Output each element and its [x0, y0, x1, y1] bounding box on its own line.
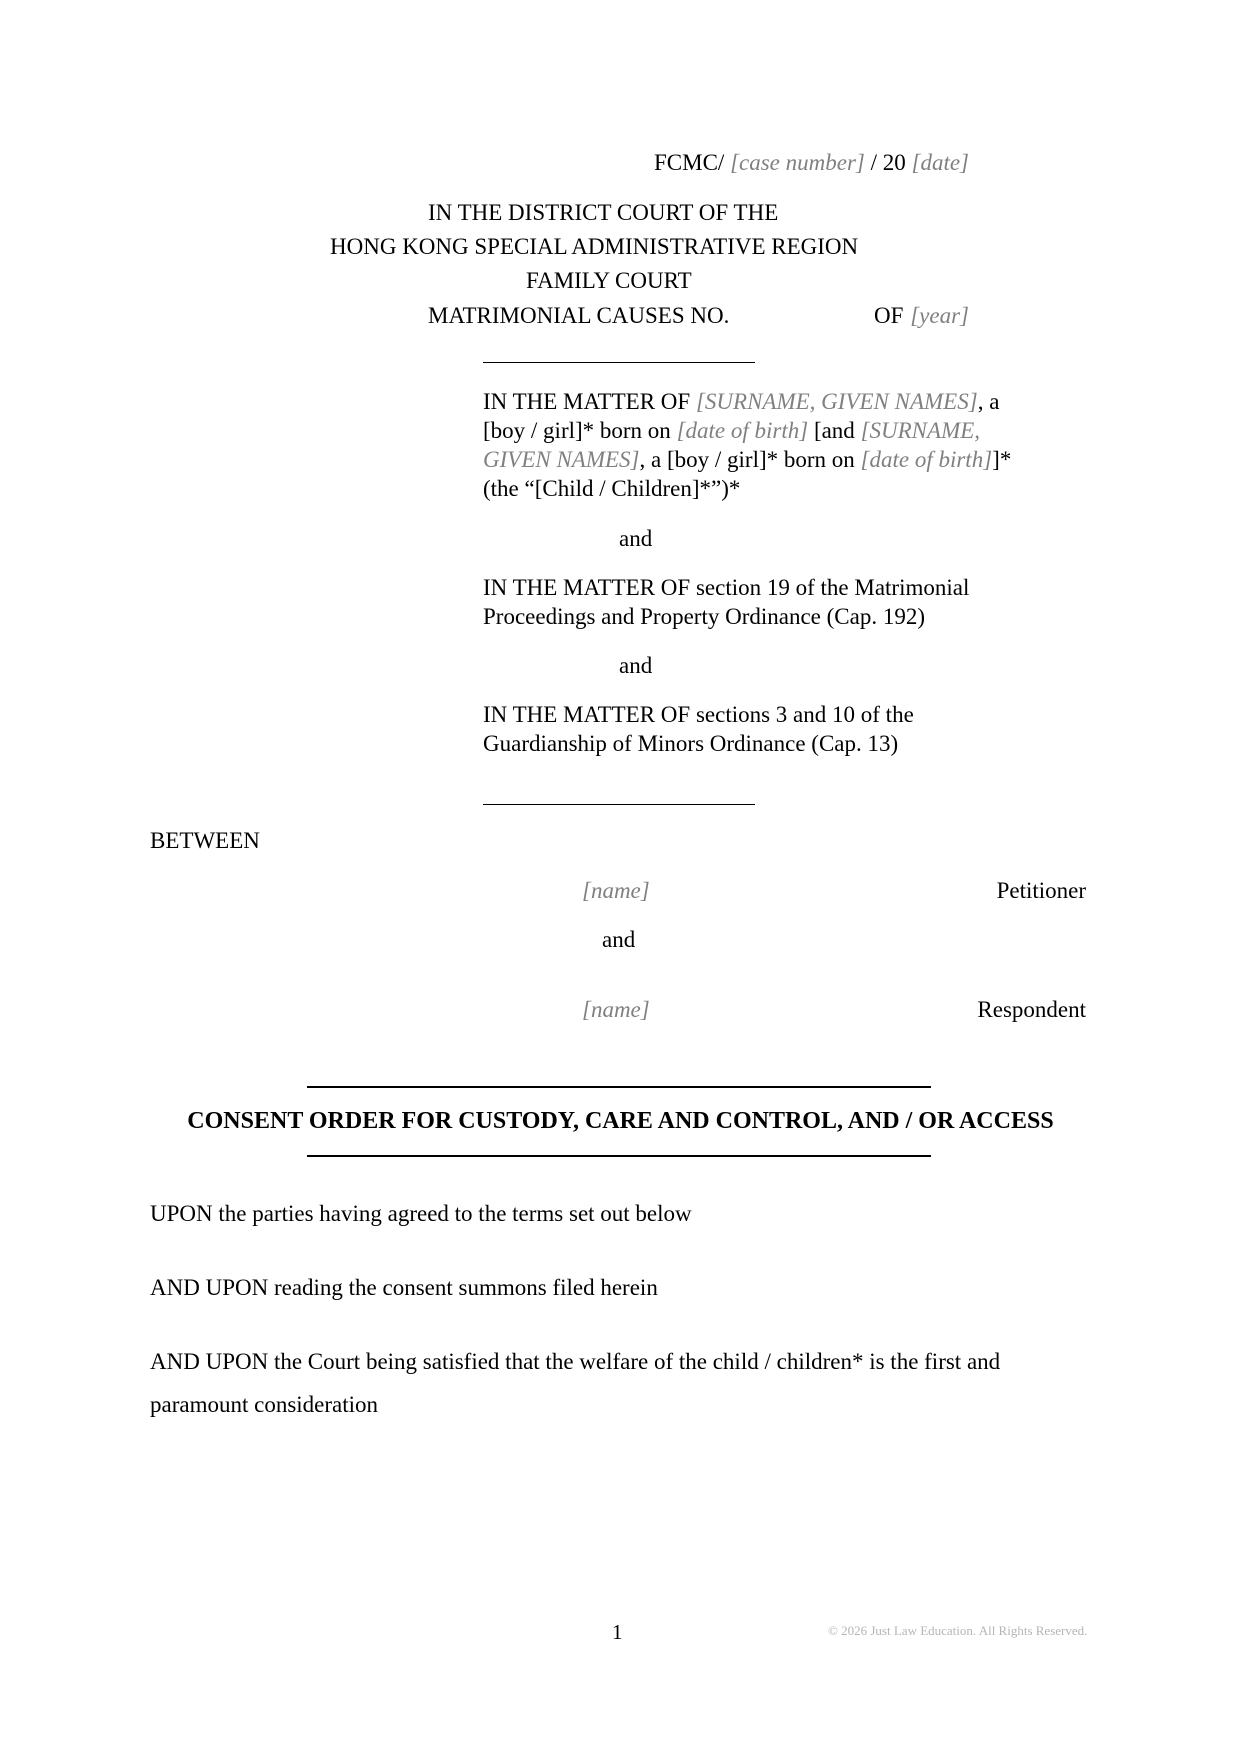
- child-name-placeholder-2b: GIVEN NAMES]: [483, 447, 640, 472]
- respondent-name-placeholder: [name]: [582, 997, 650, 1022]
- copyright-notice: © 2026 Just Law Education. All Rights Reserved.: [828, 1623, 1088, 1638]
- matrimonial-causes-label: MATRIMONIAL CAUSES NO.: [428, 303, 730, 328]
- page-number: 1: [612, 1620, 623, 1644]
- case-separator: / 20: [870, 150, 906, 175]
- upper-divider: [483, 362, 755, 363]
- court-line-3: FAMILY COURT: [526, 268, 692, 293]
- date-of-birth-placeholder-1: [date of birth]: [676, 418, 809, 443]
- respondent-label: Respondent: [977, 997, 1086, 1022]
- matter-section-19-line-2: Proceedings and Property Ordinance (Cap. 192): [483, 604, 925, 629]
- petitioner-name-placeholder: [name]: [582, 878, 650, 903]
- child-name-placeholder-2a: [SURNAME,: [860, 418, 981, 443]
- recital-agreement: UPON the parties having agreed to the terms set out below: [150, 1201, 692, 1226]
- lower-divider: [483, 804, 755, 805]
- matter-guardianship: [483, 700, 914, 758]
- case-number-placeholder: [case number]: [730, 150, 865, 175]
- matter-children-line-3: GIVEN NAMES], a [boy / girl]* born on [date of birth]]*: [483, 447, 1012, 472]
- title-rule-bottom: [307, 1155, 931, 1157]
- recital-consent-summons: AND UPON reading the consent summons filed herein: [150, 1275, 658, 1300]
- matter-guardianship-line-2: Guardianship of Minors Ordinance (Cap. 13): [483, 731, 899, 756]
- case-date-placeholder: [date]: [911, 150, 969, 175]
- parties-and: and: [602, 927, 636, 952]
- matter-children-line-1: IN THE MATTER OF [SURNAME, GIVEN NAMES], a: [483, 389, 1000, 414]
- matter-children-line-2: [boy / girl]* born on [date of birth] [and [SURNAME,: [483, 418, 981, 443]
- matter-guardianship-line-1: IN THE MATTER OF sections 3 and 10 of the: [483, 702, 914, 727]
- child-name-placeholder-1: [SURNAME, GIVEN NAMES]: [695, 389, 978, 414]
- document-title: CONSENT ORDER FOR CUSTODY, CARE AND CONTROL, AND / OR ACCESS: [187, 1108, 1054, 1134]
- matter-section-19: [483, 573, 969, 631]
- case-reference: [654, 148, 969, 177]
- case-prefix: FCMC/: [653, 150, 725, 175]
- year-placeholder: [year]: [910, 303, 969, 328]
- and-connector-2: and: [619, 653, 653, 678]
- court-line-2: HONG KONG SPECIAL ADMINISTRATIVE REGION: [330, 234, 859, 259]
- title-rule-top: [307, 1086, 931, 1088]
- recital-welfare-line-1: AND UPON the Court being satisfied that the welfare of the child / children* is the first and: [150, 1349, 1001, 1374]
- matter-children: [483, 387, 1011, 503]
- matter-section-19-line-1: IN THE MATTER OF section 19 of the Matrimonial: [483, 575, 970, 600]
- and-connector-1: and: [619, 526, 653, 551]
- between-label: BETWEEN: [150, 828, 260, 853]
- court-line-1: IN THE DISTRICT COURT OF THE: [428, 200, 779, 225]
- date-of-birth-placeholder-2: [date of birth]: [860, 447, 993, 472]
- recital-welfare-line-2: paramount consideration: [150, 1392, 379, 1417]
- matter-children-line-4: (the “[Child / Children]*”)*: [483, 476, 741, 501]
- of-label: OF: [874, 303, 904, 328]
- petitioner-label: Petitioner: [996, 878, 1086, 903]
